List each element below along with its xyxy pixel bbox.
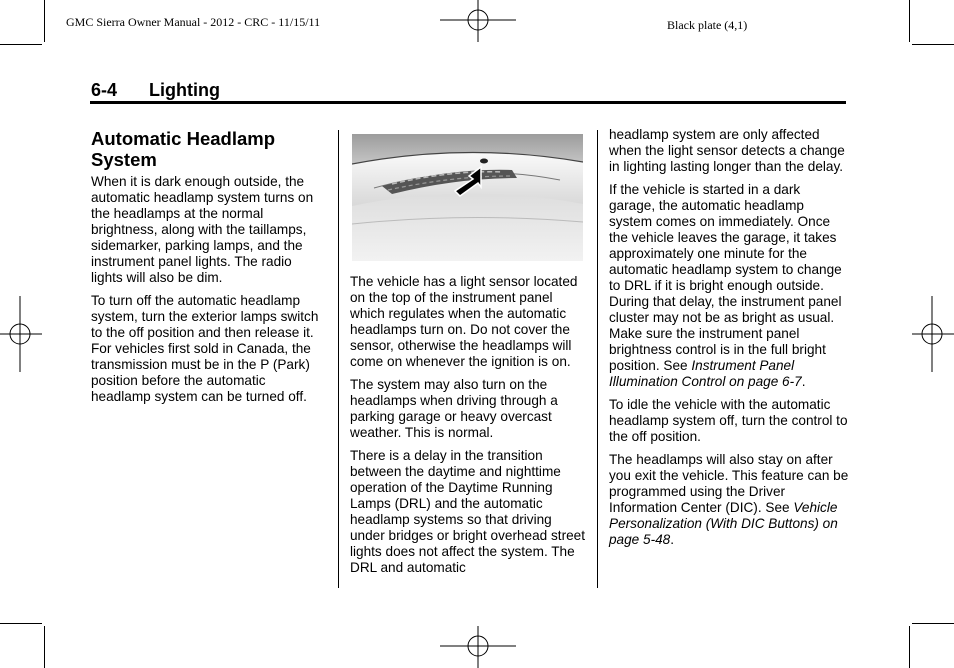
slug-left: GMC Sierra Owner Manual - 2012 - CRC - 11/15/11 [66,15,321,29]
registration-mark-icon [0,296,42,372]
header-rule [90,101,846,104]
cross-reference-link[interactable]: Instrument Panel Illumination Control on page 6-7 [609,358,802,389]
paragraph [609,452,849,548]
light-sensor-illustration [352,134,583,261]
registration-mark-icon [440,626,516,668]
running-header [91,80,220,101]
slug-right: Black plate (4,1) [667,18,748,32]
paragraph: To idle the vehicle with the automatic headlamp system off, turn the control to the off position. [609,397,848,444]
crop-mark [909,0,910,42]
paragraph: To turn off the automatic headlamp system, turn the exterior lamps switch to the off position and then release it. For vehicles first sold in Canada, the transmission must be in the P (Park) position before the automatic headlamp system can be turned off. [91,293,319,404]
crop-mark [0,44,42,45]
crop-mark [909,626,910,668]
crop-mark [0,623,42,624]
crop-mark [44,0,45,42]
section-heading: Automatic Headlamp System [91,128,276,170]
paragraph-text: If the vehicle is started in a dark garage, the automatic headlamp system comes on immediately. Once the vehicle leaves the garage, it takes approximately one minute for the automatic headlamp system to change to DRL if it is bright enough outside. During that delay, the instrument panel cluster may not be as bright as usual. Make sure the instrument panel brightness control is in the full bright position. See [609,182,842,373]
paragraph: There is a delay in the transition between the daytime and nighttime operation of the Daytime Running Lamps (DRL) and the automatic headlamp systems so that driving under bridges or bright overhead street lights does not affect the system. The DRL and automatic [350,448,586,575]
registration-mark-icon [440,0,516,44]
dashboard-sensor-icon [352,134,583,261]
paragraph: The system may also turn on the headlamps when driving through a parking garage or heavy overcast weather. This is normal. [350,377,558,440]
column-1 [91,128,327,412]
section-title: Lighting [149,80,220,100]
paragraph: When it is dark enough outside, the automatic headlamp system turns on the headlamps at the normal brightness, along with the taillamps, sidemarker, parking lamps, and the instrument panel lights. The radio lights will also be dim. [91,174,314,285]
column-divider [338,130,339,588]
column-2 [350,274,586,583]
paragraph-text: The headlamps will also stay on after you exit the vehicle. This feature can be programmed using the Driver Information Center (DIC). See [609,452,849,515]
crop-mark [912,623,954,624]
registration-mark-icon [912,296,954,372]
crop-mark [44,626,45,668]
column-3 [609,127,849,555]
page-number: 6-4 [91,80,118,100]
paragraph: headlamp system are only affected when the light sensor detects a change in lighting lasting longer than the delay. [609,127,845,174]
paragraph [609,182,849,390]
paragraph-end: . [670,532,675,547]
crop-mark [912,44,954,45]
column-divider [597,130,598,588]
paragraph: The vehicle has a light sensor located on the top of the instrument panel which regulates when the automatic headlamps turn on. Do not cover the sensor, otherwise the headlamps will come on whenever the ignition is on. [350,274,578,369]
paragraph-end: . [801,374,806,389]
cross-reference-link[interactable]: Vehicle Personalization (With DIC Buttons) on page 5-48 [609,500,838,547]
